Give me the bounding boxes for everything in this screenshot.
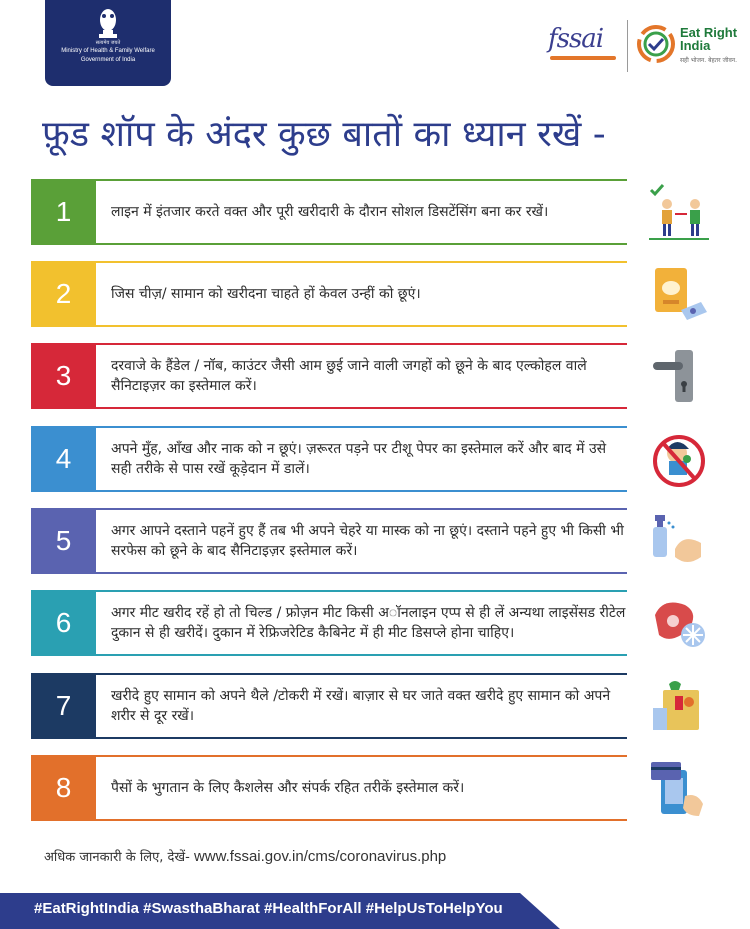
more-info-prefix: अधिक जानकारी के लिए, देखें-: [44, 850, 190, 865]
tip-number: 5: [31, 508, 96, 574]
social-distancing-icon: [647, 180, 711, 244]
tip-text: पैसों के भुगतान के लिए कैशलेस और संपर्क रहित तरीकें इस्तेमाल करें।: [111, 780, 465, 796]
tip-row: [31, 179, 750, 245]
no-face-touch-icon: [647, 427, 711, 491]
tip-text: दरवाजे के हैंडेल / नॉब, काउंटर जैसी आम छुई जाने वाली जगहों को छूने के बाद एल्कोहल वाले सैनिटाइज़र का इस्तेमाल करें।: [111, 358, 587, 394]
page-title: फ़ूड शॉप के अंदर कुछ बातों का ध्यान रखें -: [42, 114, 606, 155]
sanitizer-icon: [647, 509, 711, 573]
card-payment-icon: [647, 756, 711, 820]
tip-row: [31, 673, 750, 739]
ministry-caption: सत्यमेव जयते: [95, 40, 121, 46]
eat-right-india-logo-text: Eat Right India: [680, 25, 738, 53]
fssai-logo-underline: [550, 56, 616, 60]
tip-text: अगर आपने दस्ताने पहनें हुए हैं तब भी अपने चेहरे या मास्क को ना छूएं। दस्ताने पहने हुए भी किसी भी सरफेस को छूने के बाद सैनिटाइज़र इस्तेमाल करें।: [111, 523, 624, 559]
ministry-name: Ministry of Health & Family Welfare: [61, 48, 155, 54]
tip-text: अगर मीट खरीद रहें हो तो चिल्ड / फ्रोज़न मीट किसी अ◌ॉनलाइन एप्प से ही लें अन्यथा लाइसेंसड रीटेल दुकान से ही खरीदें। दुकान में रेफ्रिजरेटिड कैबिनेट में ही मीट डिसप्ले होना चाहिए।: [111, 605, 626, 641]
fssai-logo: fssai: [548, 24, 604, 54]
tip-row: [31, 590, 750, 656]
tip-number: 6: [31, 590, 96, 656]
tip-number: 8: [31, 755, 96, 821]
national-emblem-icon: [95, 8, 121, 42]
tip-number: 2: [31, 261, 96, 327]
tip-number: 3: [31, 343, 96, 409]
grocery-bag-icon: [647, 674, 711, 738]
door-handle-icon: [647, 344, 711, 408]
tip-row: [31, 343, 750, 409]
tip-text: जिस चीज़/ सामान को खरीदना चाहते हों केवल उन्हीं को छूएं।: [111, 286, 421, 302]
tip-number: 1: [31, 179, 96, 245]
frozen-meat-icon: [647, 591, 711, 655]
ministry-logo-block: [45, 0, 171, 86]
tip-number: 7: [31, 673, 96, 739]
government-name: Government of India: [80, 57, 136, 63]
tip-row: [31, 426, 750, 492]
tip-number: 4: [31, 426, 96, 492]
tip-text: लाइन में इंतजार करते वक्त और पूरी खरीदारी के दौरान सोशल डिसटेंसिंग बना कर रखें।: [111, 204, 549, 220]
eat-right-india-logo-icon: [636, 24, 676, 64]
tip-text: खरीदे हुए सामान को अपने थैले /टोकरी में रखें। बाज़ार से घर जाते वक्त खरीदे हुए सामान को अपने शरीर से दूर रखें।: [111, 688, 611, 724]
food-packet-icon: [647, 262, 711, 326]
tip-text: अपने मुँह, आँख और नाक को न छूएं। ज़रूरत पड़ने पर टीशू पेपर का इस्तेमाल करें और बाद में उसे सही तरीके से पास रखें कूड़ेदान में डालें।: [111, 441, 607, 477]
tip-row: [31, 755, 750, 821]
tip-row: [31, 508, 750, 574]
hashtags: #EatRightIndia #SwasthaBharat #HealthForAll #HelpUsToHelpYou: [34, 900, 503, 917]
more-info-line: [44, 847, 644, 869]
eat-right-india-tagline: सही भोजन. बेहतर जीवन.: [680, 57, 738, 64]
tip-row: [31, 261, 750, 327]
more-info-link[interactable]: www.fssai.gov.in/cms/coronavirus.php: [193, 848, 447, 865]
logo-divider: [627, 20, 628, 72]
